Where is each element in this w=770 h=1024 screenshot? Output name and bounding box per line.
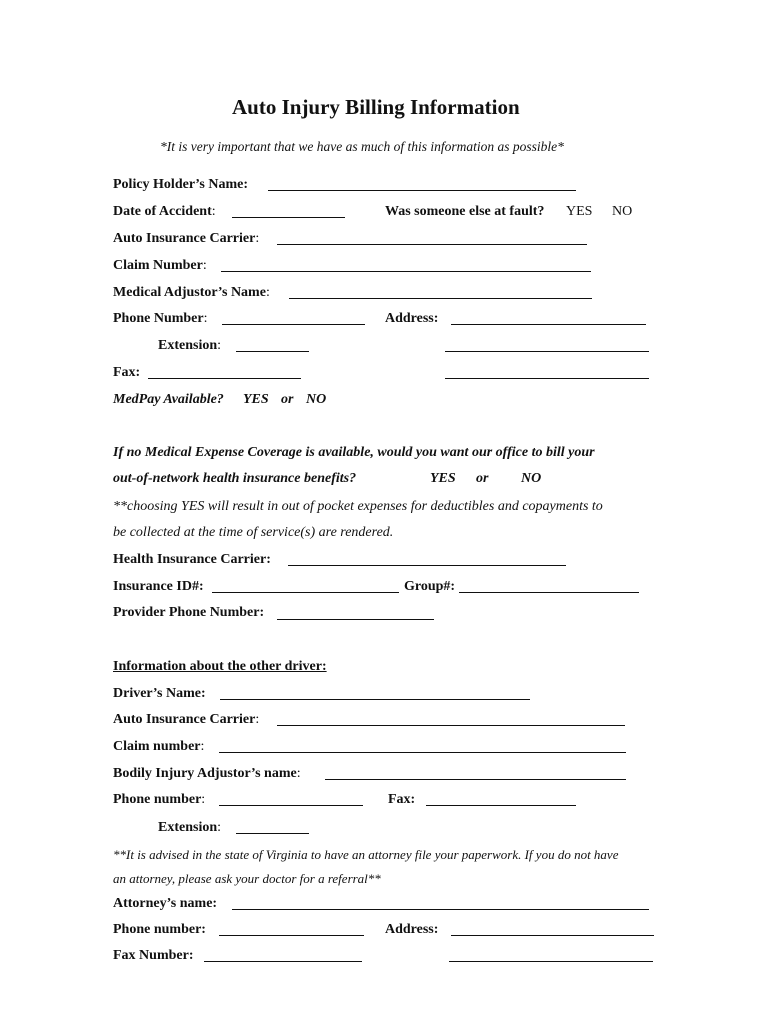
- driver-fax-label: Fax:: [388, 792, 416, 807]
- medpay-label: MedPay Available?: [113, 392, 224, 407]
- bodily-injury-label: Bodily Injury Adjustor’s name:: [113, 766, 301, 781]
- extension-field[interactable]: [236, 351, 309, 352]
- coverage-yes-option[interactable]: YES: [430, 471, 456, 486]
- auto-carrier-field[interactable]: [277, 244, 587, 245]
- page-title: Auto Injury Billing Information: [232, 95, 520, 119]
- driver-name-field[interactable]: [220, 699, 530, 700]
- medpay-or-text: or: [281, 392, 294, 407]
- attorney-note-line-2: an attorney, please ask your doctor for a referral**: [113, 871, 381, 886]
- phone-number-field[interactable]: [222, 324, 365, 325]
- insurance-id-field[interactable]: [212, 592, 399, 593]
- coverage-note-line-2: be collected at the time of service(s) are rendered.: [113, 525, 394, 540]
- provider-phone-field[interactable]: [277, 619, 434, 620]
- fault-no-option[interactable]: NO: [612, 204, 633, 219]
- group-number-field[interactable]: [459, 592, 639, 593]
- claim-number-field[interactable]: [221, 271, 591, 272]
- attorney-address-field-line-1[interactable]: [451, 935, 654, 936]
- fault-yes-option[interactable]: YES: [566, 204, 593, 219]
- page-subtitle: *It is very important that we have as much of this information as possible*: [160, 139, 564, 154]
- medical-adjustor-label: Medical Adjustor’s Name:: [113, 285, 270, 300]
- medpay-no-option[interactable]: NO: [306, 392, 327, 407]
- bodily-injury-field[interactable]: [325, 779, 626, 780]
- medical-adjustor-field[interactable]: [289, 298, 592, 299]
- driver-extension-label: Extension:: [158, 820, 222, 835]
- driver-extension-field[interactable]: [236, 833, 309, 834]
- attorney-phone-label: Phone number:: [113, 922, 206, 937]
- attorney-fax-label: Fax Number:: [113, 948, 194, 963]
- health-carrier-label: Health Insurance Carrier:: [113, 552, 271, 567]
- coverage-no-option[interactable]: NO: [521, 471, 542, 486]
- address-field-line-3[interactable]: [445, 378, 649, 379]
- driver-fax-field[interactable]: [426, 805, 576, 806]
- other-driver-heading: Information about the other driver:: [113, 659, 327, 674]
- fax-label: Fax:: [113, 365, 141, 380]
- driver-phone-label: Phone number:: [113, 792, 206, 807]
- policy-holder-label: Policy Holder’s Name:: [113, 177, 249, 192]
- health-carrier-field[interactable]: [288, 565, 566, 566]
- attorney-name-field[interactable]: [232, 909, 649, 910]
- date-of-accident-field[interactable]: [232, 217, 345, 218]
- fax-field[interactable]: [148, 378, 301, 379]
- driver-claim-field[interactable]: [219, 752, 626, 753]
- provider-phone-label: Provider Phone Number:: [113, 605, 265, 620]
- attorney-fax-field[interactable]: [204, 961, 362, 962]
- policy-holder-field[interactable]: [268, 190, 576, 191]
- insurance-id-label: Insurance ID#:: [113, 579, 204, 594]
- coverage-question-line-1: If no Medical Expense Coverage is available, would you want our office to bill your: [113, 445, 595, 460]
- phone-number-label: Phone Number:: [113, 311, 208, 326]
- claim-number-label: Claim Number:: [113, 258, 207, 273]
- attorney-address-label: Address:: [385, 922, 439, 937]
- attorney-phone-field[interactable]: [219, 935, 364, 936]
- coverage-note-line-1: **choosing YES will result in out of pocket expenses for deductibles and copayments to: [113, 499, 603, 514]
- medpay-yes-option[interactable]: YES: [243, 392, 269, 407]
- driver-phone-field[interactable]: [219, 805, 363, 806]
- driver-carrier-field[interactable]: [277, 725, 625, 726]
- address-label: Address:: [385, 311, 439, 326]
- driver-carrier-label: Auto Insurance Carrier:: [113, 712, 260, 727]
- attorney-note-line-1: **It is advised in the state of Virginia to have an attorney file your paperwork. If you do not have: [113, 847, 619, 862]
- address-field-line-1[interactable]: [451, 324, 646, 325]
- group-number-label: Group#:: [404, 579, 456, 594]
- driver-name-label: Driver’s Name:: [113, 686, 206, 701]
- coverage-or-text: or: [476, 471, 489, 486]
- coverage-question-line-2: out-of-network health insurance benefits?: [113, 471, 357, 486]
- attorney-address-field-line-2[interactable]: [449, 961, 653, 962]
- extension-label: Extension:: [158, 338, 222, 353]
- fault-question-label: Was someone else at fault?: [385, 204, 545, 219]
- auto-carrier-label: Auto Insurance Carrier:: [113, 231, 260, 246]
- address-field-line-2[interactable]: [445, 351, 649, 352]
- attorney-name-label: Attorney’s name:: [113, 896, 218, 911]
- date-of-accident-label: Date of Accident:: [113, 204, 216, 219]
- driver-claim-label: Claim number:: [113, 739, 205, 754]
